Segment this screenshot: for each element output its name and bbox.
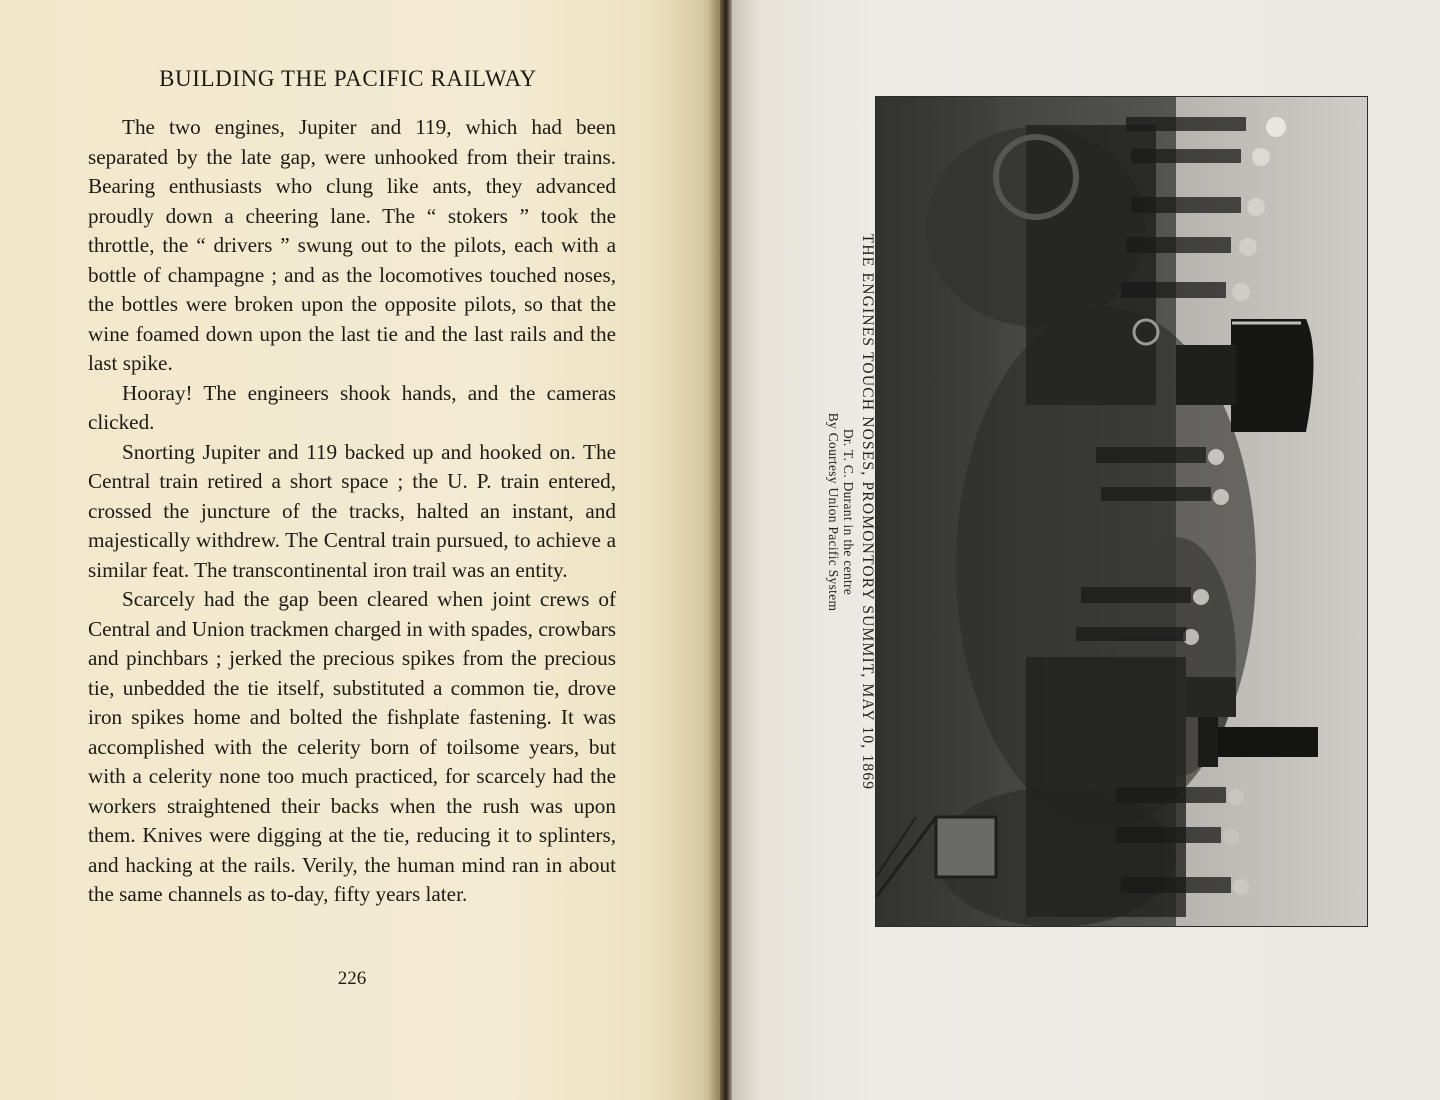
plate-caption xyxy=(808,232,878,792)
caption-title: THE ENGINES TOUCH NOSES, PROMONTORY SUMMIT, MAY 10, 1869 xyxy=(859,233,876,791)
paragraph: Scarcely had the gap been cleared when joint crews of Central and Union trackmen charged in with spades, crowbars and pinchbars ; jerked the precious spikes from the precious tie, unbedded the tie itself, substituted a common tie, drove iron spikes home and bolted the fishplate fastening. It was accomplished with the celerity born of toilsome years, but with a celerity none too much practiced, for scarcely had the workers straightened their backs when the rush was upon them. Knives were digging at the tie, reducing it to splinters, and hacking at the rails. Verily, the human mind ran in about the same channels as to-day, fifty years later. xyxy=(88,587,616,906)
paragraph: Snorting Jupiter and 119 backed up and hooked on. The Central train retired a short space ; the U. P. train entered, crossed the juncture of the tracks, halted an instant, and majestically withdrew. The Central train pursued, to achieve a similar feat. The transcontinental iron trail was an entity. xyxy=(88,439,616,582)
book-gutter xyxy=(720,0,732,1100)
halftone-photograph xyxy=(876,97,1367,926)
page-number: 226 xyxy=(337,968,367,989)
photo-illustration xyxy=(876,97,1367,926)
caption-credit-line: Dr. T. C. Durant in the centre xyxy=(841,428,856,596)
running-head: BUILDING THE PACIFIC RAILWAY xyxy=(159,66,537,91)
paragraph: Hooray! The engineers shook hands, and the cameras clicked. xyxy=(88,380,616,434)
caption-courtesy-line: By Courtesy Union Pacific System xyxy=(826,412,841,612)
paragraph: The two engines, Jupiter and 119, which had been separated by the late gap, were unhooked from their trains. Bearing enthusiasts who clung like ants, they advanced proudly down a cheering lane. The “ stokers ” took the throttle, the “ drivers ” swung out to the pilots, each with a bottle of champagne ; and as the locomotives touched noses, the bottles were broken upon the opposite pilots, so that the wine foamed down upon the last tie and the last rails and the last spike. xyxy=(88,115,616,375)
body-text xyxy=(88,113,616,910)
